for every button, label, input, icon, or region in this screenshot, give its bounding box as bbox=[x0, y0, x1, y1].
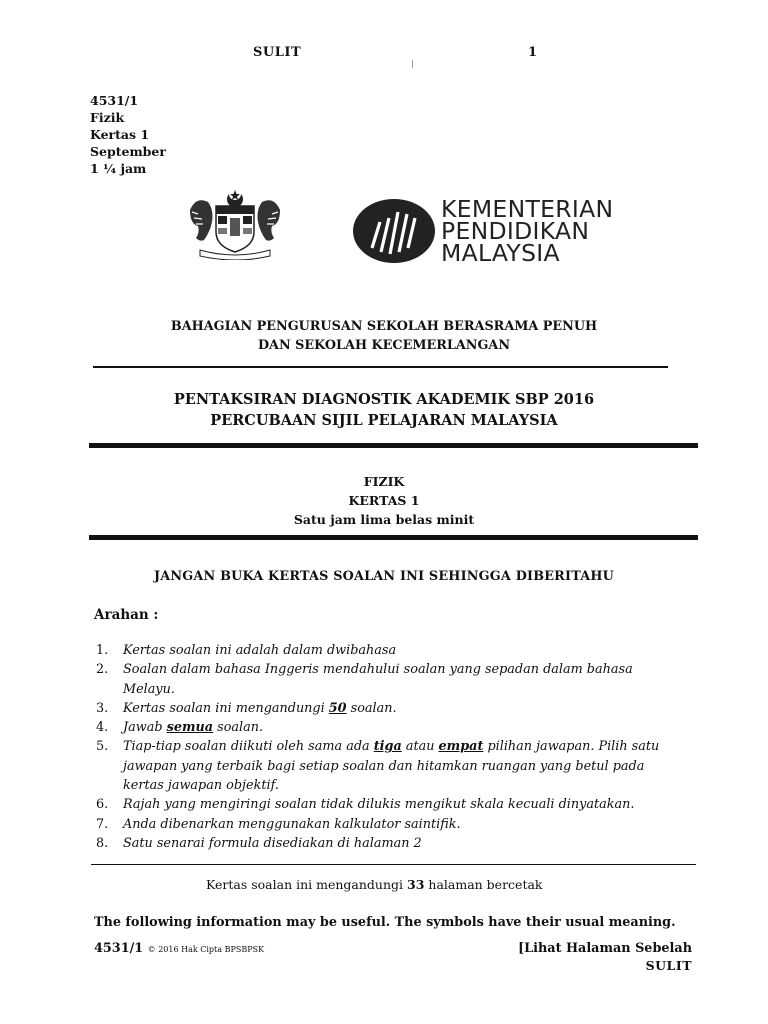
emphasis-four: empat bbox=[438, 739, 484, 755]
instruction-item: 2. Soalan dalam bahasa Inggeris mendahului soalan yang sepadan dalam bahasa Melayu. bbox=[96, 662, 633, 697]
divider-1 bbox=[93, 366, 668, 368]
footer-code: 4531/1 © 2016 Hak Cipta BPSBPSK bbox=[94, 941, 265, 956]
instruction-item: 6. Rajah yang mengiringi soalan tidak dilukis mengikut skala kecuali dinyatakan. bbox=[96, 797, 635, 813]
ministry-line-1: KEMENTERIAN bbox=[441, 195, 614, 223]
ministry-emblem-logo bbox=[352, 198, 436, 264]
exam-title-1: PENTAKSIRAN DIAGNOSTIK AKADEMIK SBP 2016 bbox=[173, 391, 595, 408]
subject-duration: Satu jam lima belas minit bbox=[293, 512, 475, 527]
divider-2 bbox=[89, 443, 698, 448]
paper-meta bbox=[90, 92, 166, 177]
ministry-line-3: MALAYSIA bbox=[441, 239, 560, 267]
page-number: 1 bbox=[528, 45, 538, 60]
instruction-item: 5. Tiap-tiap soalan diikuti oleh sama ada tiga atau empat pilihan jawapan. Pilih satu jawapan yang terbaik bagi setiap soalan dan hitamkan ruangan yang betul pada kertas jawapan objektif. bbox=[96, 739, 660, 794]
instruction-item: 7. Anda dibenarkan menggunakan kalkulator saintifik. bbox=[96, 816, 461, 832]
exam-title-2: PERCUBAAN SIJIL PELAJARAN MALAYSIA bbox=[210, 412, 558, 429]
coat-of-arms-logo bbox=[182, 188, 288, 260]
confidential-footer: SULIT bbox=[645, 958, 692, 973]
division-line-2: DAN SEKOLAH KECEMERLANGAN bbox=[257, 338, 511, 353]
instructions-heading: Arahan : bbox=[94, 607, 159, 623]
page-count-line: Kertas soalan ini mengandungi 33 halaman bercetak bbox=[206, 877, 543, 892]
paper-subject: Fizik bbox=[90, 110, 125, 125]
instructions-list bbox=[96, 641, 676, 853]
instruction-item: 8. Satu senarai formula disediakan di halaman 2 bbox=[96, 835, 422, 851]
division-line-1: BAHAGIAN PENGURUSAN SEKOLAH BERASRAMA PENUH bbox=[170, 319, 598, 334]
scan-mark bbox=[412, 60, 413, 68]
ministry-line-2: PENDIDIKAN bbox=[441, 217, 590, 245]
emphasis-three: tiga bbox=[373, 739, 402, 755]
copyright-text: © 2016 Hak Cipta BPSBPSK bbox=[147, 945, 265, 954]
instruction-item: 4. Jawab semua soalan. bbox=[96, 720, 264, 736]
divider-3 bbox=[89, 535, 698, 540]
next-page-note: [Lihat Halaman Sebelah bbox=[518, 941, 692, 956]
ministry-wordmark bbox=[441, 195, 614, 267]
confidential-header: SULIT bbox=[253, 45, 302, 60]
warning-text: JANGAN BUKA KERTAS SOALAN INI SEHINGGA DIBERITAHU bbox=[154, 569, 614, 584]
instruction-item: 1. Kertas soalan ini adalah dalam dwibahasa bbox=[96, 643, 397, 658]
paper-duration: 1 ¼ jam bbox=[90, 161, 147, 176]
divider-4 bbox=[91, 864, 696, 865]
page-count: 33 bbox=[407, 877, 425, 892]
paper-month: September bbox=[90, 144, 166, 159]
instruction-item: 3. Kertas soalan ini mengandungi 50 soalan. bbox=[96, 700, 397, 716]
emphasis-all: semua bbox=[166, 720, 214, 736]
subject-paper: KERTAS 1 bbox=[348, 493, 420, 508]
paper-code: 4531/1 bbox=[90, 93, 139, 108]
subject-name: FIZIK bbox=[363, 474, 405, 489]
info-line: The following information may be useful. The symbols have their usual meaning. bbox=[94, 915, 676, 930]
paper-number: Kertas 1 bbox=[90, 127, 150, 142]
question-count: 50 bbox=[328, 700, 347, 716]
